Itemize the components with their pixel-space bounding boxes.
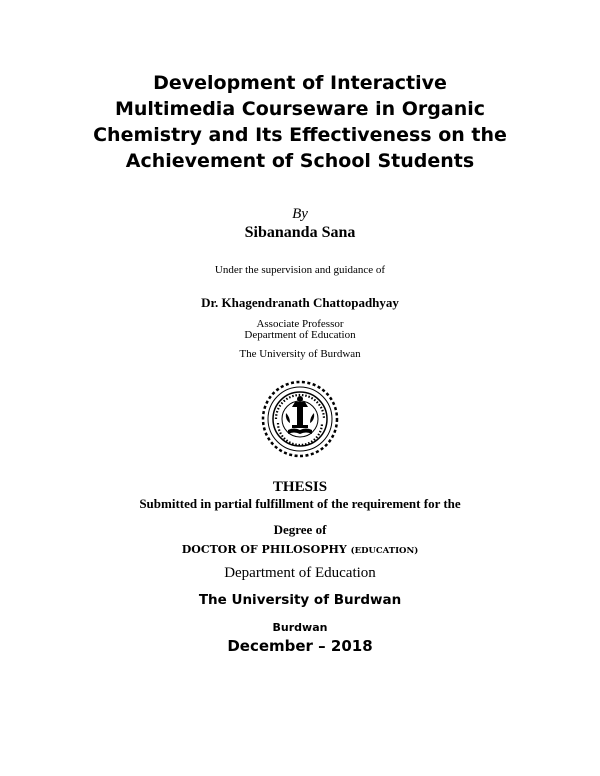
submission-date: December – 2018 bbox=[227, 637, 373, 655]
degree-of-label: Degree of bbox=[273, 522, 327, 537]
title-line: Multimedia Courseware in Organic bbox=[114, 98, 485, 120]
department-name: Department of Education bbox=[224, 565, 376, 581]
supervision-text: Under the supervision and guidance of bbox=[214, 264, 386, 276]
thesis-label: THESIS bbox=[272, 479, 328, 495]
supervisor-name: Dr. Khagendranath Chattopadhyay bbox=[201, 295, 399, 310]
supervisor-university: The University of Burdwan bbox=[239, 348, 361, 360]
supervisor-department: Department of Education bbox=[244, 329, 356, 341]
title-line: Achievement of School Students bbox=[125, 150, 475, 172]
degree-name bbox=[0, 543, 600, 556]
degree-title: DOCTOR OF PHILOSOPHY bbox=[181, 543, 347, 556]
university-name: The University of Burdwan bbox=[198, 592, 402, 608]
thesis-title bbox=[0, 70, 600, 174]
supervisor-designation: Associate Professor bbox=[256, 318, 344, 330]
title-line: Development of Interactive bbox=[153, 72, 447, 94]
emblem-container bbox=[0, 377, 600, 461]
place-name: Burdwan bbox=[272, 621, 328, 634]
author-name: Sibananda Sana bbox=[244, 224, 356, 241]
submission-statement: Submitted in partial fulfillment of the requirement for the bbox=[139, 496, 461, 511]
supervisor-affiliation bbox=[0, 319, 600, 341]
university-emblem-icon bbox=[258, 377, 342, 461]
by-label: By bbox=[292, 206, 308, 222]
degree-field: (EDUCATION) bbox=[350, 546, 419, 556]
title-line: Chemistry and Its Effectiveness on the bbox=[93, 124, 507, 146]
